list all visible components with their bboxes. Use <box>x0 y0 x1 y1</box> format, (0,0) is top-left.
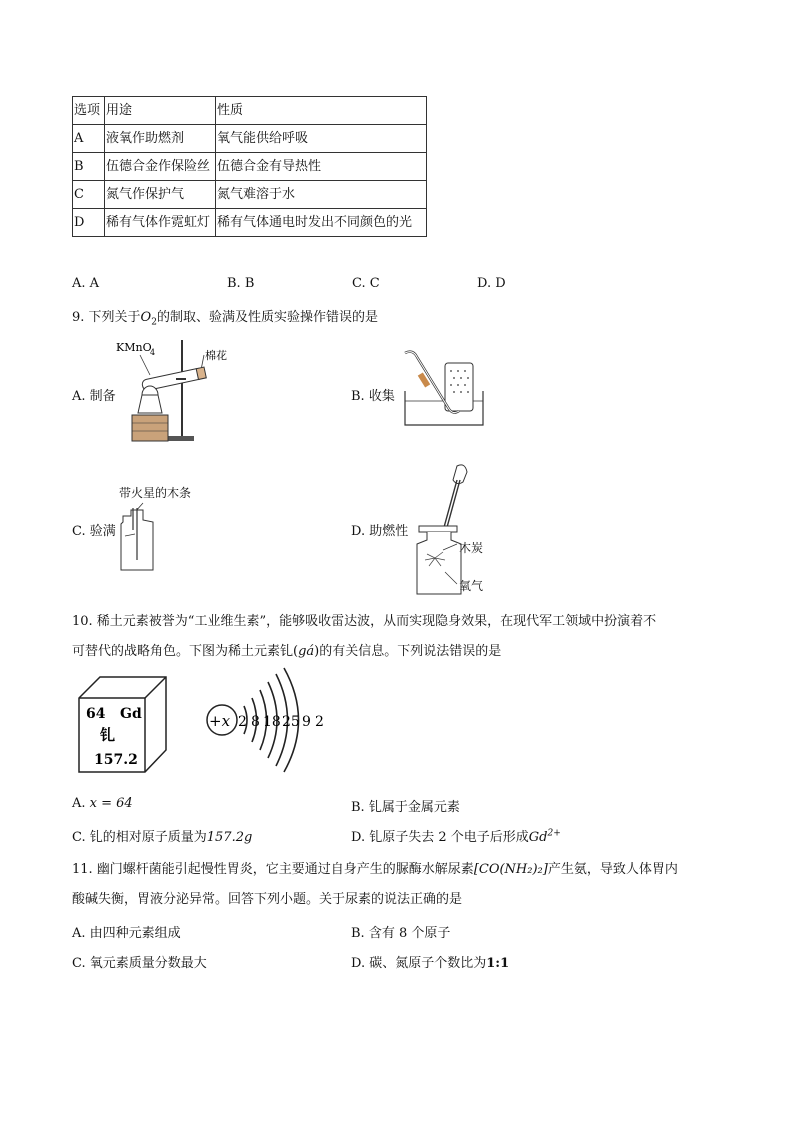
table-row <box>73 153 427 181</box>
q9-formula: O <box>140 310 152 325</box>
element-symbol: Gd <box>120 706 142 722</box>
urea-formula: [CO(NH₂)₂] <box>473 862 548 877</box>
q10-option-a[interactable] <box>72 796 133 811</box>
electron-shell-5: 9 <box>302 714 311 730</box>
q10-option-c-prefix: C. 钆的相对原子质量为 <box>72 830 207 845</box>
q9-verify-figure <box>113 500 163 574</box>
q9-combustion-figure <box>405 460 505 598</box>
q10-stem-text: 可替代的战略角色。下图为稀土元素钆( <box>72 644 299 659</box>
q11-stem-line1 <box>72 858 678 877</box>
q10-stem-line2 <box>72 640 501 659</box>
q11-stem-line2: 酸碱失衡，胃液分泌异常。回答下列小题。关于尿素的说法正确的是 <box>72 892 463 907</box>
q9-collection-figure <box>403 345 485 427</box>
table-cell: 性质 <box>216 97 427 125</box>
q9-option-a[interactable]: A. 制备 <box>72 389 116 404</box>
table-cell: 氮气难溶于水 <box>216 181 427 209</box>
q10-option-d-math: Gd <box>528 830 548 845</box>
element-name: 钆 <box>100 726 116 744</box>
q11-stem-text-2: 产生氨，导致人体胃内 <box>547 862 678 877</box>
c-note-label: 带火星的木条 <box>119 486 192 500</box>
q11-stem-text: 11. 幽门螺杆菌能引起慢性胃炎，它主要通过自身产生的脲酶水解尿素 <box>72 862 474 877</box>
table-cell: 伍德合金作保险丝 <box>105 153 216 181</box>
q10-option-d[interactable] <box>351 826 561 845</box>
q9-formula-sub: 2 <box>151 317 157 328</box>
q9-stem-text-2: 的制取、验满及性质实验操作错误的是 <box>156 310 378 325</box>
table-row <box>73 181 427 209</box>
q10-stem-text-2: )的有关信息。下列说法错误的是 <box>314 644 502 659</box>
table-cell: 选项 <box>73 97 105 125</box>
q10-phonetic: gá <box>298 644 315 659</box>
q9-option-d[interactable]: D. 助燃性 <box>351 524 409 539</box>
q11-option-b[interactable]: B. 含有 8 个原子 <box>351 926 451 941</box>
q10-option-c[interactable] <box>72 826 252 845</box>
q9-stem-text: 9. 下列关于 <box>72 310 141 325</box>
table-cell: A <box>73 125 105 153</box>
table-cell: 用途 <box>105 97 216 125</box>
atomic-structure-diagram <box>200 664 340 774</box>
table-cell: 液氧作助燃剂 <box>105 125 216 153</box>
atomic-mass: 157.2 <box>94 752 138 768</box>
q10-option-a-math: x = 64 <box>89 796 133 811</box>
q8-option-a[interactable]: A. A <box>72 276 100 291</box>
q10-option-a-prefix: A. <box>72 796 90 811</box>
table-row <box>73 209 427 237</box>
q9-stem <box>72 306 378 328</box>
nucleus-charge: +x <box>209 712 231 730</box>
table-row <box>73 125 427 153</box>
q9-option-c[interactable]: C. 验满 <box>72 524 116 539</box>
table-cell: 氧气能供给呼吸 <box>216 125 427 153</box>
electron-shell-1: 2 <box>238 714 247 730</box>
electron-shell-2: 8 <box>251 714 260 730</box>
table-row <box>73 97 427 125</box>
q11-option-d[interactable] <box>351 952 509 971</box>
q10-stem-line1: 10. 稀土元素被誉为“工业维生素”，能够吸收雷达波，从而实现隐身效果，在现代军工领域中扮演着不 <box>72 614 657 629</box>
electron-shell-4: 25 <box>282 714 300 730</box>
q8-option-d[interactable]: D. D <box>477 276 506 291</box>
table-cell: 伍德合金有导热性 <box>216 153 427 181</box>
table-cell: C <box>73 181 105 209</box>
q10-option-b[interactable]: B. 钆属于金属元素 <box>351 800 460 815</box>
q10-option-d-prefix: D. 钆原子失去 2 个电子后形成 <box>351 830 529 845</box>
electron-shell-3: 18 <box>263 714 281 730</box>
q11-option-d-prefix: D. 碳、氮原子个数比为 <box>351 956 487 971</box>
table-cell: 稀有气体作霓虹灯 <box>105 209 216 237</box>
table-cell: 氮气作保护气 <box>105 181 216 209</box>
q8-option-c[interactable]: C. C <box>352 276 380 291</box>
q11-option-a[interactable]: A. 由四种元素组成 <box>72 926 181 941</box>
oxygen-label: 氧气 <box>459 579 484 593</box>
kmno4-label: KMnO <box>116 341 152 354</box>
q10-option-c-math: 157.2g <box>206 830 253 845</box>
charcoal-label: 木炭 <box>459 541 484 555</box>
table-cell: 稀有气体通电时发出不同颜色的光 <box>216 209 427 237</box>
table-cell: D <box>73 209 105 237</box>
electron-shell-6: 2 <box>315 714 324 730</box>
cotton-label: 棉花 <box>205 349 227 362</box>
element-card <box>78 676 168 774</box>
q9-option-b[interactable]: B. 收集 <box>351 389 395 404</box>
q10-option-d-sup: 2+ <box>547 828 561 839</box>
q11-option-d-ratio: 1:1 <box>486 956 510 971</box>
q11-option-c[interactable]: C. 氧元素质量分数最大 <box>72 956 207 971</box>
q8-table <box>72 96 427 237</box>
atomic-number: 64 <box>86 706 106 722</box>
q8-option-b[interactable]: B. B <box>227 276 255 291</box>
q9-prep-apparatus-figure <box>112 335 227 445</box>
table-cell: B <box>73 153 105 181</box>
kmno4-sub: 4 <box>150 348 156 357</box>
